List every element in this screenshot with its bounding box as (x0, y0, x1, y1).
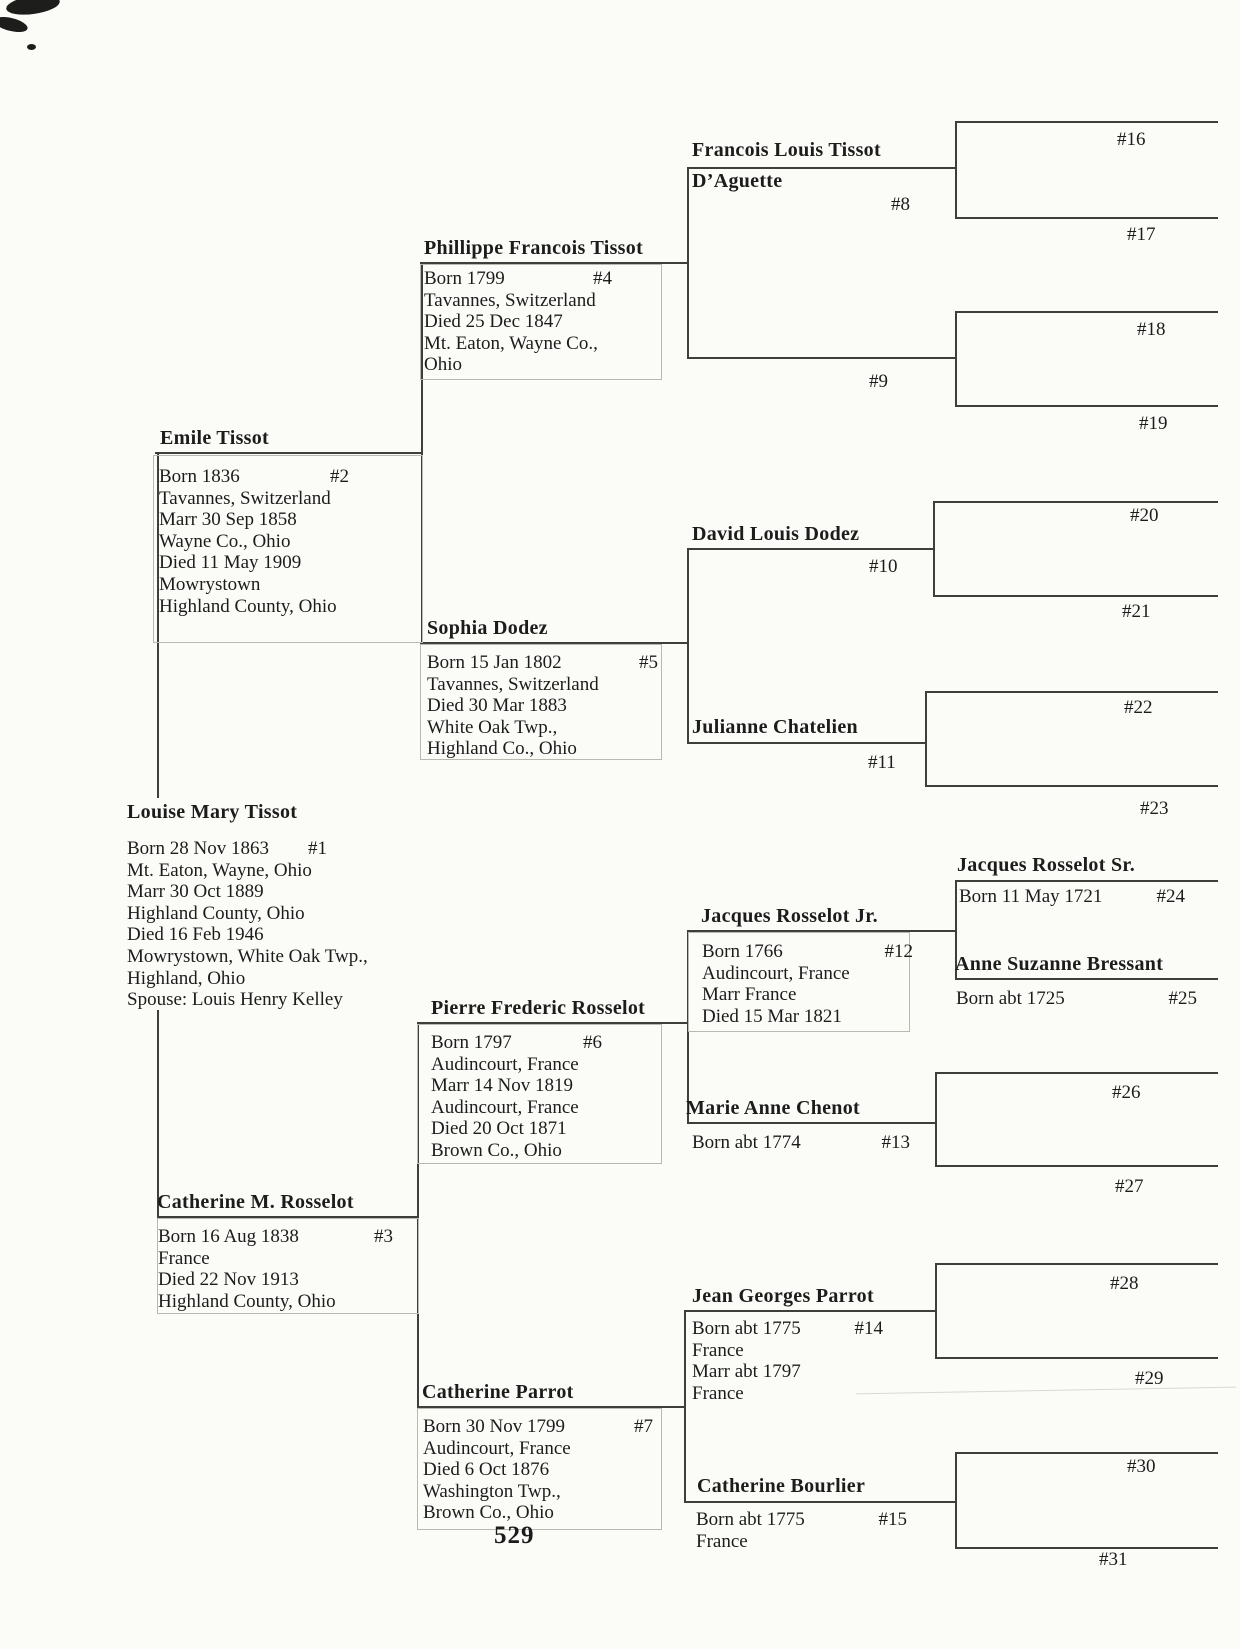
detail-text: Born 16 Aug 1838 (158, 1226, 299, 1247)
person-details-7 (423, 1416, 653, 1524)
slot-number-18: #18 (1137, 319, 1166, 340)
bracket-14-15 (684, 1310, 686, 1501)
person-number: #1 (308, 838, 327, 859)
person-details-12 (702, 941, 913, 1027)
bracket-10-11 (687, 548, 689, 742)
person-details-1 (127, 838, 368, 1011)
scan-artifact (856, 1387, 1236, 1395)
detail-text: Audincourt, France (431, 1053, 579, 1075)
page-number: 529 (494, 1522, 535, 1549)
person-name-6: Pierre Frederic Rosselot (431, 997, 646, 1019)
slot22-line (925, 691, 1218, 693)
detail-text: France (692, 1382, 744, 1404)
person-number: #15 (878, 1509, 907, 1530)
detail-text: Tavannes, Switzerland (427, 673, 599, 695)
person-number: #13 (881, 1132, 910, 1153)
scan-artifact (0, 14, 29, 35)
detail-text: Died 20 Oct 1871 (431, 1118, 567, 1140)
slot-number-22: #22 (1124, 697, 1153, 718)
detail-text: Mt. Eaton, Wayne Co., (424, 332, 598, 354)
person-number: #2 (330, 466, 349, 487)
slot30-line (955, 1452, 1218, 1454)
detail-text: Highland County, Ohio (158, 1290, 336, 1312)
slot-number-29: #29 (1135, 1368, 1164, 1389)
person-name-2: Emile Tissot (160, 427, 269, 449)
person-number-11: #11 (868, 752, 896, 773)
detail-text: Mt. Eaton, Wayne, Ohio (127, 859, 312, 881)
bracket-2-3-lower (157, 1010, 159, 1216)
person-number: #5 (639, 652, 658, 673)
slot-number-28: #28 (1110, 1273, 1139, 1294)
person-name-5: Sophia Dodez (427, 617, 548, 639)
slot16-line (955, 121, 1218, 123)
slot19-line (955, 405, 1218, 407)
slot27-line (935, 1165, 1218, 1167)
detail-text: Mowrystown, White Oak Twp., (127, 945, 368, 967)
person-name-14: Jean Georges Parrot (692, 1285, 874, 1307)
detail-text: Died 25 Dec 1847 (424, 311, 563, 333)
person-number: #4 (593, 268, 612, 289)
person-details-5 (427, 652, 658, 760)
bracket-8-9 (687, 167, 689, 357)
slot26-line (935, 1072, 1218, 1074)
slot-number-16: #16 (1117, 129, 1146, 150)
detail-text: Died 11 May 1909 (159, 552, 302, 574)
person-details-4 (424, 268, 612, 376)
detail-text: Born 1797 (431, 1032, 512, 1053)
person-number: #7 (634, 1416, 653, 1437)
person-name-13: Marie Anne Chenot (686, 1097, 860, 1119)
detail-text: Highland, Ohio (127, 967, 246, 989)
person-name-4: Phillippe Francois Tissot (424, 237, 644, 259)
detail-text: Born 1766 (702, 941, 783, 962)
slot-number-23: #23 (1140, 798, 1169, 819)
person-number-8: #8 (891, 194, 910, 215)
name-line-p14 (684, 1310, 935, 1312)
detail-text: Brown Co., Ohio (423, 1502, 554, 1524)
person-name-11: Julianne Chatelien (692, 716, 858, 738)
detail-text: White Oak Twp., (427, 716, 558, 738)
person-name-25: Anne Suzanne Bressant (955, 953, 1164, 975)
name-line-p13 (687, 1122, 935, 1124)
detail-text: Brown Co., Ohio (431, 1139, 562, 1161)
name-line-p2 (155, 452, 422, 454)
detail-text: Highland Co., Ohio (427, 738, 577, 760)
person-number: #3 (374, 1226, 393, 1247)
detail-text: Audincourt, France (423, 1437, 571, 1459)
person-name-12: Jacques Rosselot Jr. (701, 905, 878, 927)
detail-text: Marr 30 Sep 1858 (159, 509, 297, 531)
detail-text: Audincourt, France (702, 962, 850, 984)
slot18-line (955, 311, 1218, 313)
detail-text: Tavannes, Switzerland (159, 487, 331, 509)
person-name-8-line2: D’Aguette (692, 170, 783, 192)
detail-text: France (696, 1530, 748, 1552)
slot21-line (933, 595, 1218, 597)
person-details-25 (956, 988, 1197, 1010)
bracket-22-23 (925, 691, 927, 785)
detail-text: Marr 14 Nov 1819 (431, 1075, 573, 1097)
person-number: #6 (583, 1032, 602, 1053)
bracket-30-31 (955, 1452, 957, 1547)
detail-text: Died 6 Oct 1876 (423, 1459, 550, 1481)
detail-text: Marr 30 Oct 1889 (127, 881, 264, 903)
detail-text: Died 30 Mar 1883 (427, 695, 567, 717)
person-details-2 (159, 466, 349, 617)
name-line-p25 (955, 978, 1218, 980)
person-name-10: David Louis Dodez (692, 523, 860, 545)
detail-text: Mowrystown (159, 573, 261, 595)
detail-text: Audincourt, France (431, 1096, 579, 1118)
detail-text: Tavannes, Switzerland (424, 289, 596, 311)
detail-text: Died 22 Nov 1913 (158, 1269, 299, 1291)
detail-text: France (158, 1247, 210, 1269)
name-line-p11 (687, 742, 925, 744)
slot-number-20: #20 (1130, 505, 1159, 526)
slot28-line (935, 1263, 1218, 1265)
person-number: #14 (854, 1318, 883, 1339)
name-line-p24 (955, 880, 1218, 882)
detail-text: Born 1836 (159, 466, 240, 487)
detail-text: Washington Twp., (423, 1480, 561, 1502)
slot29-line (935, 1357, 1218, 1359)
person-name-3: Catherine M. Rosselot (157, 1191, 354, 1213)
slot-number-26: #26 (1112, 1082, 1141, 1103)
detail-text: Ohio (424, 354, 462, 376)
person-number: #24 (1156, 886, 1185, 907)
detail-text: Born 15 Jan 1802 (427, 652, 562, 673)
slot-number-31: #31 (1099, 1549, 1128, 1570)
scan-artifact (5, 0, 61, 18)
slot-number-27: #27 (1115, 1176, 1144, 1197)
person-name-7: Catherine Parrot (422, 1381, 574, 1403)
scan-artifact (27, 44, 36, 50)
detail-text: Born abt 1775 (692, 1318, 801, 1339)
detail-text: Born 30 Nov 1799 (423, 1416, 565, 1437)
detail-text: Highland County, Ohio (127, 902, 305, 924)
person-name-1: Louise Mary Tissot (127, 801, 298, 823)
slot23-line (925, 785, 1218, 787)
detail-text: Born 1799 (424, 268, 505, 289)
detail-text: Died 16 Feb 1946 (127, 924, 264, 946)
slot-number-17: #17 (1127, 224, 1156, 245)
detail-text: Marr abt 1797 (692, 1361, 801, 1383)
detail-text: Spouse: Louis Henry Kelley (127, 989, 343, 1011)
person-details-6 (431, 1032, 602, 1162)
detail-text: Born 11 May 1721 (959, 886, 1103, 907)
bracket-20-21 (933, 501, 935, 595)
slot-number-19: #19 (1139, 413, 1168, 434)
detail-text: Highland County, Ohio (159, 595, 337, 617)
detail-text: Born 28 Nov 1863 (127, 838, 269, 859)
person-number: #25 (1168, 988, 1197, 1009)
slot17-line (955, 217, 1218, 219)
person-details-3 (158, 1226, 393, 1312)
bracket-26-27 (935, 1072, 937, 1165)
person-details-24 (959, 886, 1185, 908)
person-number-10: #10 (869, 556, 898, 577)
person-details-13 (692, 1132, 910, 1154)
person-name-8: Francois Louis Tissot (692, 139, 881, 161)
detail-text: France (692, 1339, 744, 1361)
bracket-18-19 (955, 311, 957, 405)
slot-number-30: #30 (1127, 1456, 1156, 1477)
detail-text: Marr France (702, 984, 797, 1006)
person-number-9: #9 (869, 371, 888, 392)
person-details-14 (692, 1318, 883, 1404)
slot31-line (955, 1547, 1218, 1549)
detail-text: Born abt 1775 (696, 1509, 805, 1530)
person-number: #12 (884, 941, 913, 962)
person-details-15 (696, 1509, 907, 1552)
name-line-p15 (684, 1501, 955, 1503)
detail-text: Wayne Co., Ohio (159, 530, 291, 552)
slot9-line (687, 357, 955, 359)
slot20-line (933, 501, 1218, 503)
detail-text: Born abt 1725 (956, 988, 1065, 1009)
detail-text: Born abt 1774 (692, 1132, 801, 1153)
bracket-16-17 (955, 121, 957, 217)
detail-text: Died 15 Mar 1821 (702, 1005, 842, 1027)
slot-number-21: #21 (1122, 601, 1151, 622)
person-name-24: Jacques Rosselot Sr. (957, 854, 1136, 876)
person-name-15: Catherine Bourlier (697, 1475, 866, 1497)
name-line-p10 (687, 548, 933, 550)
bracket-28-29 (935, 1263, 937, 1357)
